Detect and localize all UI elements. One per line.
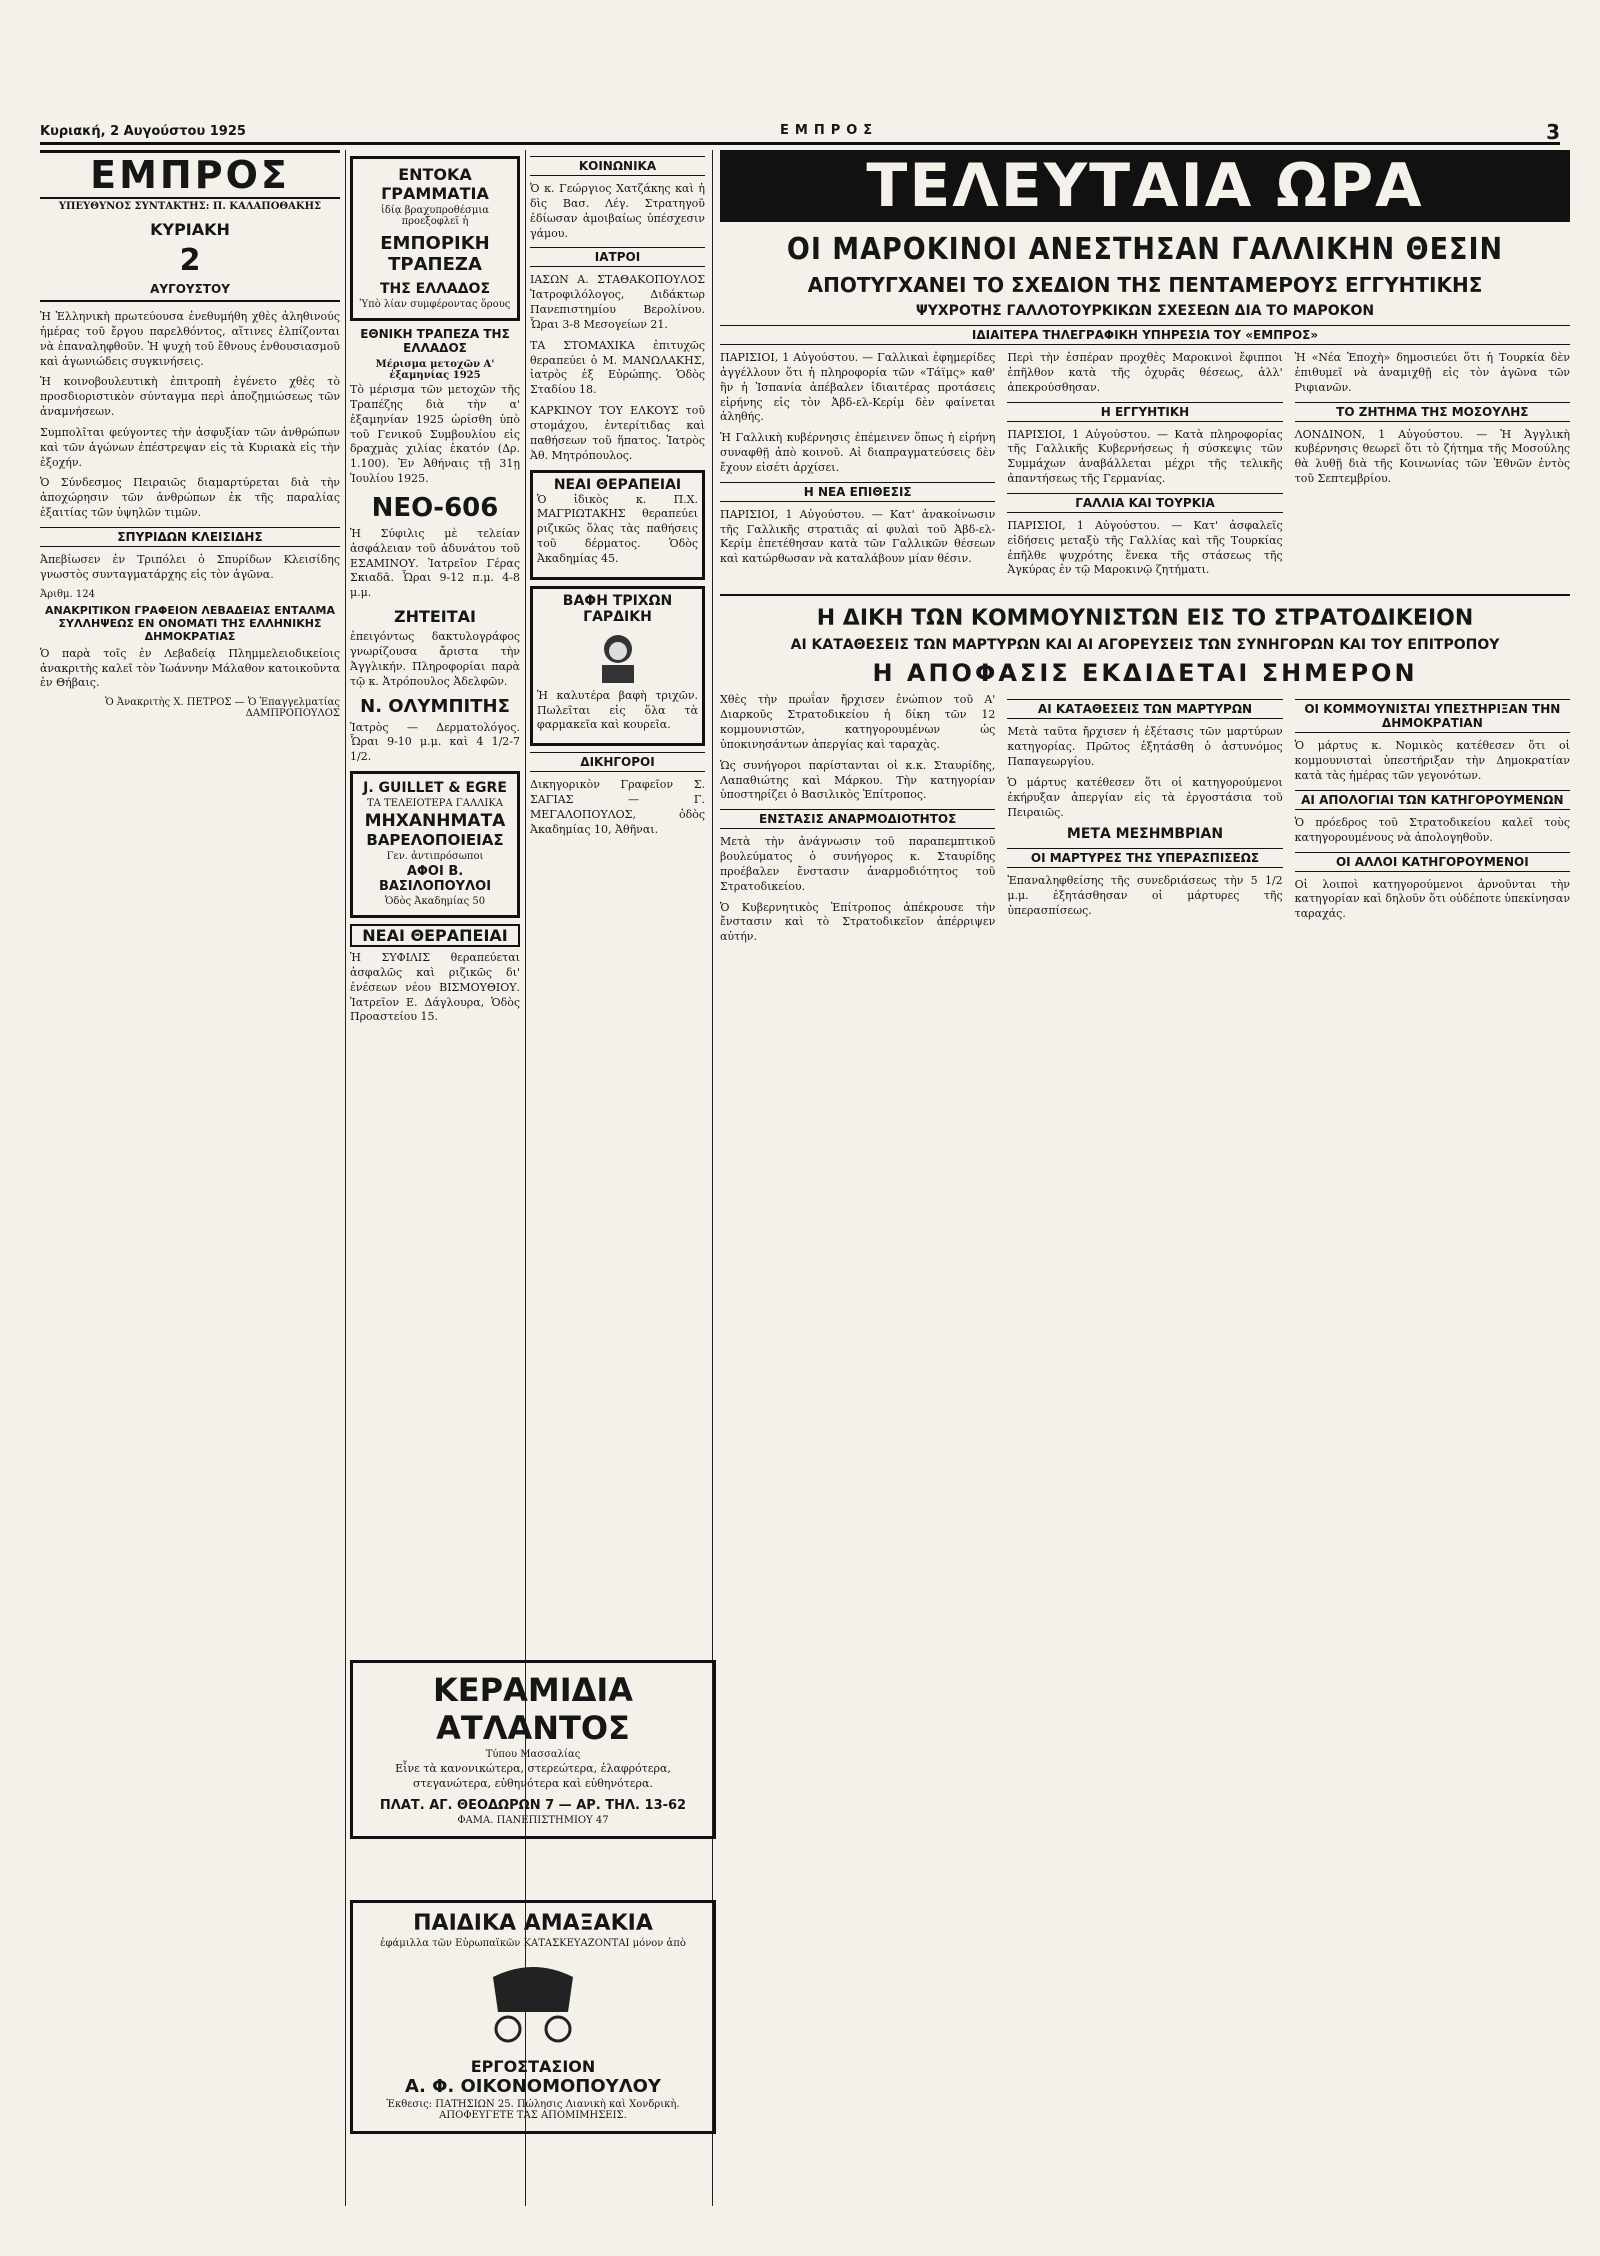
bank-ad <box>350 156 520 321</box>
neo606-heading: ΝΕΟ-606 <box>371 492 499 523</box>
bank-ad-footer: Ὑπὸ λίαν συμφέροντας ὅρους <box>359 299 511 310</box>
headline-banner: ΤΕΛΕΥΤΑΙΑ ΩΡΑ <box>720 150 1570 222</box>
column-rule <box>525 150 526 2206</box>
editorial-paragraph: Ἡ Ἑλληνικὴ πρωτεύουσα ἐνεθυμήθη χθὲς ἀληθινούς ἡμέρας τοῦ ἔργου παρελθόντος, αἵτινες ἐλπίζονται νὰ ἐπαναληφθοῦν. Ἡ ψυχὴ τοῦ ἔθνους ἐνθουσιασμοῦ καὶ ἀγωνιώδεις συγκινήσεις. <box>40 310 340 368</box>
section-divider <box>720 594 1570 596</box>
machinery-brand: J. GUILLET & EGRE <box>363 780 507 797</box>
pram-icon <box>473 1957 593 2047</box>
communists-heading: ΟΙ ΚΟΜΜΟΥΝΙΣΤΑΙ ΥΠΕΣΤΗΡΙΞΑΝ ΤΗΝ ΔΗΜΟΚΡΑΤΙΑΝ <box>1295 699 1570 733</box>
trial-text: Ὡς συνήγοροι παρίστανται οἱ κ.κ. Σταυρίδης, Λαπαθιώτης καὶ Μάρκου. Τὴν κατηγορίαν ὑποστηρίζει ὁ Βασιλικὸς Ἐπίτροπος. <box>720 758 996 802</box>
obituary-heading: ΣΠΥΡΙΔΩΝ ΚΛΕΙΣΙΔΗΣ <box>40 527 340 547</box>
hair-dye-text: Ἡ καλυτέρα βαφὴ τριχῶν. Πωλεῖται εἰς ὅλα τὰ φαρμακεῖα καὶ κουρεῖα. <box>537 688 698 732</box>
wanted-text: ἐπειγόντως δακτυλογράφος γνωρίζουσα ἄριστα τὴν Ἀγγλικήν. Πληροφορίαι παρὰ τῷ κ. Ἀτρόπουλος Ἀδελφῶν. <box>350 630 520 688</box>
prams-title: ΠΑΙΔΙΚΑ ΑΜΑΞΑΚΙΑ <box>413 1911 653 1936</box>
machinery-subtitle: ΒΑΡΕΛΟΠΟΙΕΙΑΣ <box>366 831 504 850</box>
dispatch-text: Ἡ Γαλλικὴ κυβέρνησις ἐπέμεινεν ὅπως ἡ εἰρήνη συναφθῇ ἀπὸ κοινοῦ. Αἱ διαπραγματεύσεις δὲν ἔχουν εἰσέτι ἀρχίσει. <box>720 431 996 474</box>
issue-date: Κυριακή, 2 Αυγούστου 1925 <box>40 124 246 139</box>
tiles-subtitle: Τύπου Μασσαλίας <box>485 1749 581 1760</box>
trial-text: Ὁ μάρτυς κατέθεσεν ὅτι οἱ κατηγορούμενοι ἐκήρυξαν ἀπεργίαν εἰς τὰ ἐργοστάσια τοῦ Πειραιῶς. <box>1007 775 1283 819</box>
new-therapies-ad <box>530 470 705 580</box>
objection-heading: ΕΝΣΤΑΣΙΣ ΑΝΑΡΜΟΔΙΟΤΗΤΟΣ <box>720 809 995 829</box>
trial-text: Ὁ Κυβερνητικὸς Ἐπίτροπος ἀπέκρουσε τὴν ἔνστασιν καὶ τὸ Στρατοδικεῖον ἀπέρριψεν αὐτήν. <box>720 900 996 944</box>
editorial-paragraph: Ἡ κοινοβουλευτικὴ ἐπιτροπὴ ἐγένετο χθὲς τὸ προσδιοριστικὸν σύνταγμα περὶ ἀποζημιώσεως τῶν ἀναμνήσεων. <box>40 375 340 419</box>
prams-owner: Α. Φ. ΟΙΚΟΝΟΜΟΠΟΥΛΟΥ <box>405 2076 661 2097</box>
ads-column-1 <box>350 150 520 2200</box>
machinery-title: ΜΗΧΑΝΗΜΑΤΑ <box>364 811 506 832</box>
trial-verdict-headline: Η ΑΠΟΦΑΣΙΣ ΕΚΔΙΔΕΤΑΙ ΣΗΜΕΡΟΝ <box>872 659 1418 688</box>
editorial-paragraph: Ὁ Σύνδεσμος Πειραιῶς διαμαρτύρεται διὰ τὴν ἀποχώρησιν τῶν ἀνθρώπων ἐκ τῆς παραλίας ἐξαιτίας τῶν ὑψηλῶν τιμῶν. <box>40 476 340 520</box>
page-number: 3 <box>1546 120 1560 144</box>
new-therapies-text: Ὁ ἰδικὸς κ. Π.Χ. ΜΑΓΡΙΩΤΑΚΗΣ θεραπεύει ριζικῶς ὅλας τὰς παθήσεις τοῦ δέρματος. Ὁδὸς Ἀκαδημίας 45. <box>537 492 698 565</box>
doctor-text: Ἰατρὸς — Δερματολόγος. Ὧραι 9-10 μ.μ. καὶ 4 1/2-7 1/2. <box>350 720 520 764</box>
dispatches <box>720 351 1570 584</box>
therapy-heading: ΝΕΑΙ ΘΕΡΑΠΕΙΑΙ <box>350 924 520 947</box>
witness-heading: ΑΙ ΚΑΤΑΘΕΣΕΙΣ ΤΩΝ ΜΑΡΤΥΡΩΝ <box>1007 699 1282 719</box>
wanted-heading: ΖΗΤΕΙΤΑΙ <box>393 607 477 627</box>
woman-portrait-icon <box>588 625 648 685</box>
bank-ad-name: ΕΜΠΟΡΙΚΗ ΤΡΑΠΕΖΑ <box>380 233 490 275</box>
therapy-text: Ἡ ΣΥΦΙΛΙΣ θεραπεύεται ἀσφαλῶς καὶ ριζικῶς δι' ἐνέσεων νέου ΒΙΣΜΟΥΘΙΟΥ. Ἰατρεῖον Ε. Δάγλουρα, Ὁδὸς Προαστείου 15. <box>350 951 520 1024</box>
dispatch-text: ΠΑΡΙΣΙΟΙ, 1 Αὐγούστου. — Γαλλικαὶ ἐφημερίδες ἀγγέλλουν ὅτι ἡ πληροφορία τῶν «Τάϊμς» καθ' ἣν ἡ Ἰσπανία ἀπέβαλεν ἰδιαιτέρας προτάσεις εἰρήνης εἰς τὸν Ἀβδ-ελ-Κερίμ δὲν φαίνεται ἀληθής. <box>720 351 996 424</box>
main-news-area <box>720 150 1570 2200</box>
doctor-heading: Ν. ΟΛΥΜΠΙΤΗΣ <box>360 695 510 717</box>
new-attack-heading: Η ΝΕΑ ΕΠΙΘΕΣΙΣ <box>720 482 995 502</box>
dispatch-column <box>1007 351 1282 584</box>
machinery-address: Ὁδὸς Ἀκαδημίας 50 <box>384 896 486 908</box>
cancer-ad: ΚΑΡΚΙΝΟΥ ΤΟΥ ΕΛΚΟΥΣ τοῦ στομάχου, ἐντερίτιδας καὶ παθήσεων τοῦ ἥπατος. Ἰατρὸς Ἀθ. Μητρόπουλος. <box>530 404 705 462</box>
dispatch-text: ΠΑΡΙΣΙΟΙ, 1 Αὐγούστου. — Κατὰ πληροφορίας τῆς Γαλλικῆς Κυβερνήσεως ἡ σύσκεψις τῶν Συμμάχων ἀναβάλλεται μέχρι τῆς τελικῆς ἀπαντήσεως τῆς Γερμανίας. <box>1007 427 1283 486</box>
tiles-title: ΚΕΡΑΜΙΔΙΑ ΑΤΛΑΝΤΟΣ <box>432 1671 634 1747</box>
neo606-text: Ἡ Σύφιλις μὲ τελείαν ἀσφάλειαν τοῦ ἀδυνάτου τοῦ ΕΣΑΜΙΝΟΥ. Ἰατρεῖον Γέρας Σκιαδᾶ. Ὧραι 9-12 π.μ. 4-8 μ.μ. <box>350 526 520 600</box>
hair-dye-ad <box>530 586 705 747</box>
machinery-agents: ΑΦΟΙ Β. ΒΑΣΙΛΟΠΟΥΛΟΙ <box>378 864 492 895</box>
new-therapies-title: ΝΕΑΙ ΘΕΡΑΠΕΙΑΙ <box>553 476 682 493</box>
trial-subheadline: ΑΙ ΚΑΤΑΘΕΣΕΙΣ ΤΩΝ ΜΑΡΤΥΡΩΝ ΚΑΙ ΑΙ ΑΓΟΡΕΥΣΕΙΣ ΤΩΝ ΣΥΝΗΓΟΡΩΝ ΚΑΙ ΤΟΥ ΕΠΙΤΡΟΠΟΥ <box>790 637 1500 654</box>
mosul-heading: ΤΟ ΖΗΤΗΜΑ ΤΗΣ ΜΟΣΟΥΛΗΣ <box>1295 402 1570 422</box>
notice-number: Ἀριθμ. 124 <box>40 588 95 600</box>
dispatch-text: Ἡ «Νέα Ἐποχὴ» δημοσιεύει ὅτι ἡ Τουρκία δὲν ἐπιθυμεῖ νὰ ἀναμιχθῇ εἰς τὸν ἀγῶνα τῶν Ριφιανῶν. <box>1294 351 1570 394</box>
trial-text: Μετὰ τὴν ἀνάγνωσιν τοῦ παραπεμπτικοῦ βουλεύματος ὁ συνήγορος κ. Σταυρίδης προέβαλεν ἔνστασιν ἀναρμοδιότητος τοῦ Στρατοδικείου. <box>720 835 996 893</box>
ethniki-heading: ΕΘΝΙΚΗ ΤΡΑΠΕΖΑ ΤΗΣ ΕΛΛΑΔΟΣ <box>360 327 510 355</box>
warrant-heading: ΑΝΑΚΡΙΤΙΚΟΝ ΓΡΑΦΕΙΟΝ ΛΕΒΑΔΕΙΑΣ ΕΝΤΑΛΜΑ ΣΥΛΛΗΨΕΩΣ ΕΝ ΟΝΟΜΑΤΙ ΤΗΣ ΕΛΛΗΝΙΚΗΣ ΔΗΜΟΚΡΑΤΙΑΣ <box>45 603 335 643</box>
third-headline: ΨΥΧΡΟΤΗΣ ΓΑΛΛΟΤΟΥΡΚΙΚΩΝ ΣΧΕΣΕΩΝ ΔΙΑ ΤΟ ΜΑΡΟΚΟΝ <box>915 303 1375 319</box>
dispatch-column <box>720 351 995 584</box>
dispatch-text: ΛΟΝΔΙΝΟΝ, 1 Αὐγούστου. — Ἡ Ἀγγλικὴ κυβέρνησις θεωρεῖ ὅτι τὸ ζήτημα τῆς Μοσούλης θὰ λυθῇ διὰ τῆς Κοινωνίας τῶν Ἐθνῶν ἐντὸς τοῦ Σεπτεμβρίου. <box>1294 427 1570 486</box>
dispatch-column <box>1295 351 1570 584</box>
prams-factory: ΕΡΓΟΣΤΑΣΙΟΝ <box>470 2057 596 2076</box>
trial-column <box>1295 693 1570 951</box>
warrant-signature: Ὁ Ἀνακριτὴς Χ. ΠΕΤΡΟΣ — Ὁ Ἐπαγγελματίας ΔΑΜΠΡΟΠΟΥΛΟΣ <box>105 697 340 720</box>
dispatch-text: Περὶ τὴν ἑσπέραν προχθὲς Μαροκινοὶ ἔφιπποι ἐπῆλθον κατὰ τῆς ὀχυρᾶς θέσεως, ἀλλ' ἀπεκρούσθησαν. <box>1007 351 1283 394</box>
masthead-small: ΕΜΠΡΟΣ <box>780 123 879 138</box>
left-column <box>40 150 340 2200</box>
trial-report <box>720 693 1570 951</box>
machinery-agents-label: Γεν. ἀντιπρόσωποι <box>386 851 484 863</box>
tiles-footer: ΦΑΜΑ. ΠΑΝΕΠΙΣΤΗΜΙΟΥ 47 <box>457 1814 609 1826</box>
other-defendants-heading: ΟΙ ΑΛΛΟΙ ΚΑΤΗΓΟΡΟΥΜΕΝΟΙ <box>1295 852 1570 872</box>
trial-headline: Η ΔΙΚΗ ΤΩΝ ΚΟΜΜΟΥΝΙΣΤΩΝ ΕΙΣ ΤΟ ΣΤΡΑΤΟΔΙΚΕΙΟΝ <box>816 606 1474 632</box>
tiles-ad <box>350 1660 716 1839</box>
lead-headline: ΟΙ ΜΑΡΟΚΙΝΟΙ ΑΝΕΣΤΗΣΑΝ ΓΑΛΛΙΚΗΝ ΘΕΣΙΝ <box>786 232 1504 267</box>
defendants-heading: ΑΙ ΑΠΟΛΟΓΙΑΙ ΤΩΝ ΚΑΤΗΓΟΡΟΥΜΕΝΩΝ <box>1295 790 1570 810</box>
trial-column <box>720 693 995 951</box>
column-rule <box>712 150 713 2206</box>
day-name: ΚΥΡΙΑΚΗ <box>150 220 230 239</box>
trial-column <box>1007 693 1282 951</box>
tiles-address: ΠΛΑΤ. ΑΓ. ΘΕΟΔΩΡΩΝ 7 — ΑΡ. ΤΗΛ. 13-62 <box>379 1797 687 1813</box>
editor-line: ΥΠΕΥΘΥΝΟΣ ΣΥΝΤΑΚΤΗΣ: Π. ΚΑΛΑΠΟΘΑΚΗΣ <box>58 201 322 212</box>
machinery-line: ΤΑ ΤΕΛΕΙΟΤΕΡΑ ΓΑΛΛΙΚΑ <box>366 798 504 810</box>
editorial-paragraph: Συμπολῖται φεύγοντες τὴν ἀσφυξίαν τῶν ἀνθρώπων καὶ τῶν ἀγώνων ἐπέστρεψαν εἰς τὰ Κυριακὰ εἰς τὴν ἐξοχήν. <box>40 425 340 469</box>
defense-witness-heading: ΟΙ ΜΑΡΤΥΡΕΣ ΤΗΣ ΥΠΕΡΑΣΠΙΣΕΩΣ <box>1007 848 1282 868</box>
lawyers-heading: ΔΙΚΗΓΟΡΟΙ <box>530 752 705 772</box>
stomach-ad: ΤΑ ΣΤΟΜΑΧΙΚΑ ἐπιτυχῶς θεραπεύει ὁ Μ. ΜΑΝΩΛΑΚΗΣ, ἰατρὸς ἐξ Εὐρώπης. Ὁδὸς Σταδίου 18. <box>530 338 705 397</box>
machinery-ad <box>350 771 520 918</box>
dispatch-text: ΠΑΡΙΣΙΟΙ, 1 Αὐγούστου. — Κατ' ἀσφαλεῖς εἰδήσεις μεταξὺ τῆς Γαλλίας καὶ τῆς Τουρκίας ἐπῆλθε ψυχρότης ἕνεκα τῆς στάσεως τῆς Ἀγκύρας ἐν τῷ Μαροκινῷ ζητήματι. <box>1007 518 1283 577</box>
lawyers-text: Δικηγορικὸν Γραφεῖον Σ. ΣΑΓΙΑΣ — Γ. ΜΕΓΑΛΟΠΟΥΛΟΣ, ὁδὸς Ἀκαδημίας 10, Ἀθῆναι. <box>530 778 705 836</box>
dispatch-text: ΠΑΡΙΣΙΟΙ, 1 Αὐγούστου. — Κατ' ἀνακοίνωσιν τῆς Γαλλικῆς στρατιᾶς αἱ φυλαὶ τοῦ Ἀβδ-ελ-Κερίμ ἐπετέθησαν κατὰ τῶν Γαλλικῶν θέσεων καὶ κατώρθωσαν νὰ καταλάβουν μίαν θέσιν. <box>720 507 996 566</box>
trial-text: Χθὲς τὴν πρωΐαν ἤρχισεν ἐνώπιον τοῦ Α' Διαρκοῦς Στρατοδικείου ἡ δίκη τῶν 12 κομμουνιστῶν, κατηγορουμένων ὡς ὑποκινησάντων ἀπεργίας καὶ ταραχὰς. <box>720 693 996 751</box>
trial-text: Ὁ μάρτυς κ. Νομικὸς κατέθεσεν ὅτι οἱ κομμουνισταὶ ὑπεστήριξαν τὴν Δημοκρατίαν κατὰ τὰς ἡμέρας τῶν γεγονότων. <box>1294 739 1570 782</box>
column-rule <box>345 150 346 2206</box>
afternoon-heading: ΜΕΤΑ ΜΕΣΗΜΒΡΙΑΝ <box>1066 826 1224 843</box>
prams-ad <box>350 1900 716 2134</box>
date-number: 2 <box>179 243 201 278</box>
trial-text: Οἱ λοιποὶ κατηγορούμενοι ἀρνοῦνται τὴν κατηγορίαν καὶ δηλοῦν ὅτι οὐδέποτε ὑπεκίνησαν ταραχάς. <box>1294 877 1570 921</box>
top-bar <box>40 120 1560 145</box>
trial-text: Ἐπαναληφθείσης τῆς συνεδριάσεως τὴν 5 1/2 μ.μ. ἐξητάσθησαν οἱ μάρτυρες τῆς ὑπερασπίσεως. <box>1007 874 1283 918</box>
france-turkey-heading: ΓΑΛΛΙΑ ΚΑΙ ΤΟΥΡΚΙΑ <box>1007 493 1282 513</box>
trial-text: Μετὰ ταῦτα ἤρχισεν ἡ ἐξέτασις τῶν μαρτύρων κατηγορίας. Πρῶτος ἐξητάσθη ὁ ἀστυνόμος Παπαγεωργίου. <box>1007 725 1283 768</box>
prams-subtitle: ἐφάμιλλα τῶν Εὐρωπαϊκῶν ΚΑΤΑΣΚΕΥΑΖΟΝΤΑΙ μόνον ἀπὸ <box>380 1938 686 1949</box>
guarantee-heading: Η ΕΓΓΥΗΤΙΚΗ <box>1007 402 1282 422</box>
trial-text: Ὁ πρόεδρος τοῦ Στρατοδικείου καλεῖ τοὺς κατηγορουμένους νὰ ἀπολογηθοῦν. <box>1294 815 1570 844</box>
bank-ad-title: ΕΝΤΟΚΑ ΓΡΑΜΜΑΤΙΑ <box>381 165 489 203</box>
paper-logo: ΕΜΠΡΟΣ <box>40 150 340 199</box>
warrant-text: Ὁ παρὰ τοῖς ἐν Λεβαδείᾳ Πλημμελειοδικείοις ἀνακριτὴς καλεῖ τὸν Ἰωάννην Μάλαθον κατοικοῦντα ἐν Θήβαις. <box>40 646 340 690</box>
ethniki-subheading: Μέρισμα μετοχῶν Α' ἑξαμηνίας 1925 <box>375 359 495 381</box>
bank-ad-country: ΤΗΣ ΕΛΛΑΔΟΣ <box>379 281 491 297</box>
doctors-heading: ΙΑΤΡΟΙ <box>530 247 705 267</box>
obituary-text: Ἀπεβίωσεν ἐν Τριπόλει ὁ Σπυρίδων Κλεισίδης γνωστὸς συνταγματάρχης εἰς τὸν ἀγῶνα. <box>40 552 340 581</box>
hair-dye-title: ΒΑΦΗ ΤΡΙΧΩΝ ΓΑΡΔΙΚΗ <box>562 592 673 625</box>
telegraph-service-line: ΙΔΙΑΙΤΕΡΑ ΤΗΛΕΓΡΑΦΙΚΗ ΥΠΗΡΕΣΙΑ ΤΟΥ «ΕΜΠΡΟΣ» <box>720 325 1570 345</box>
tiles-text: Εἶνε τὰ κανονικώτερα, στερεώτερα, ἐλαφρότερα, στεγανώτερα, εὐθηνότερα καὶ εὐθηνότερα. <box>395 1762 671 1790</box>
ethniki-text: Τὸ μέρισμα τῶν μετοχῶν τῆς Τραπέζης διὰ τὴν α' ἑξαμηνίαν 1925 ὡρίσθη ὑπὸ τοῦ Γενικοῦ Συμβουλίου εἰς δραχμὰς χιλίας ἑκατόν (Δρ. 1.100). Ἐν Ἀθήναις τῇ 31ῃ Ἰουλίου 1925. <box>350 383 520 486</box>
social-text: Ὁ κ. Γεώργιος Χατζάκης καὶ ἡ δὶς Βασ. Λέγ. Στρατηγοῦ ἐδίωσαν ἀμοιβαίως ὑπέσχεσιν γάμου. <box>530 182 705 240</box>
doctors-text: ΙΑΣΩΝ Α. ΣΤΑΘΑΚΟΠΟΥΛΟΣ Ἰατροφιλόλογος, Διδάκτωρ Πανεπιστημίου Βερολίνου. Ὧραι 3-8 Μεσογείων 21. <box>530 273 705 331</box>
month-name: ΑΥΓΟΥΣΤΟΥ <box>40 282 340 302</box>
bank-ad-subtitle: ἰδίᾳ βραχυπροθέσμια προεξοφλεῖ ἡ <box>380 205 490 227</box>
prams-address: Ἐκθεσις: ΠΑΤΗΣΙΩΝ 25. Πώλησις Λιανικὴ καὶ Χονδρικὴ. ΑΠΟΦΕΥΓΕΤΕ ΤΑΣ ΑΠΟΜΙΜΗΣΕΙΣ. <box>386 2099 680 2121</box>
second-headline: ΑΠΟΤΥΓΧΑΝΕΙ ΤΟ ΣΧΕΔΙΟΝ ΤΗΣ ΠΕΝΤΑΜΕΡΟΥΣ ΕΓΓΥΗΤΙΚΗΣ <box>807 273 1483 297</box>
social-heading: ΚΟΙΝΩΝΙΚΑ <box>530 156 705 176</box>
ads-column-2 <box>530 150 705 1650</box>
